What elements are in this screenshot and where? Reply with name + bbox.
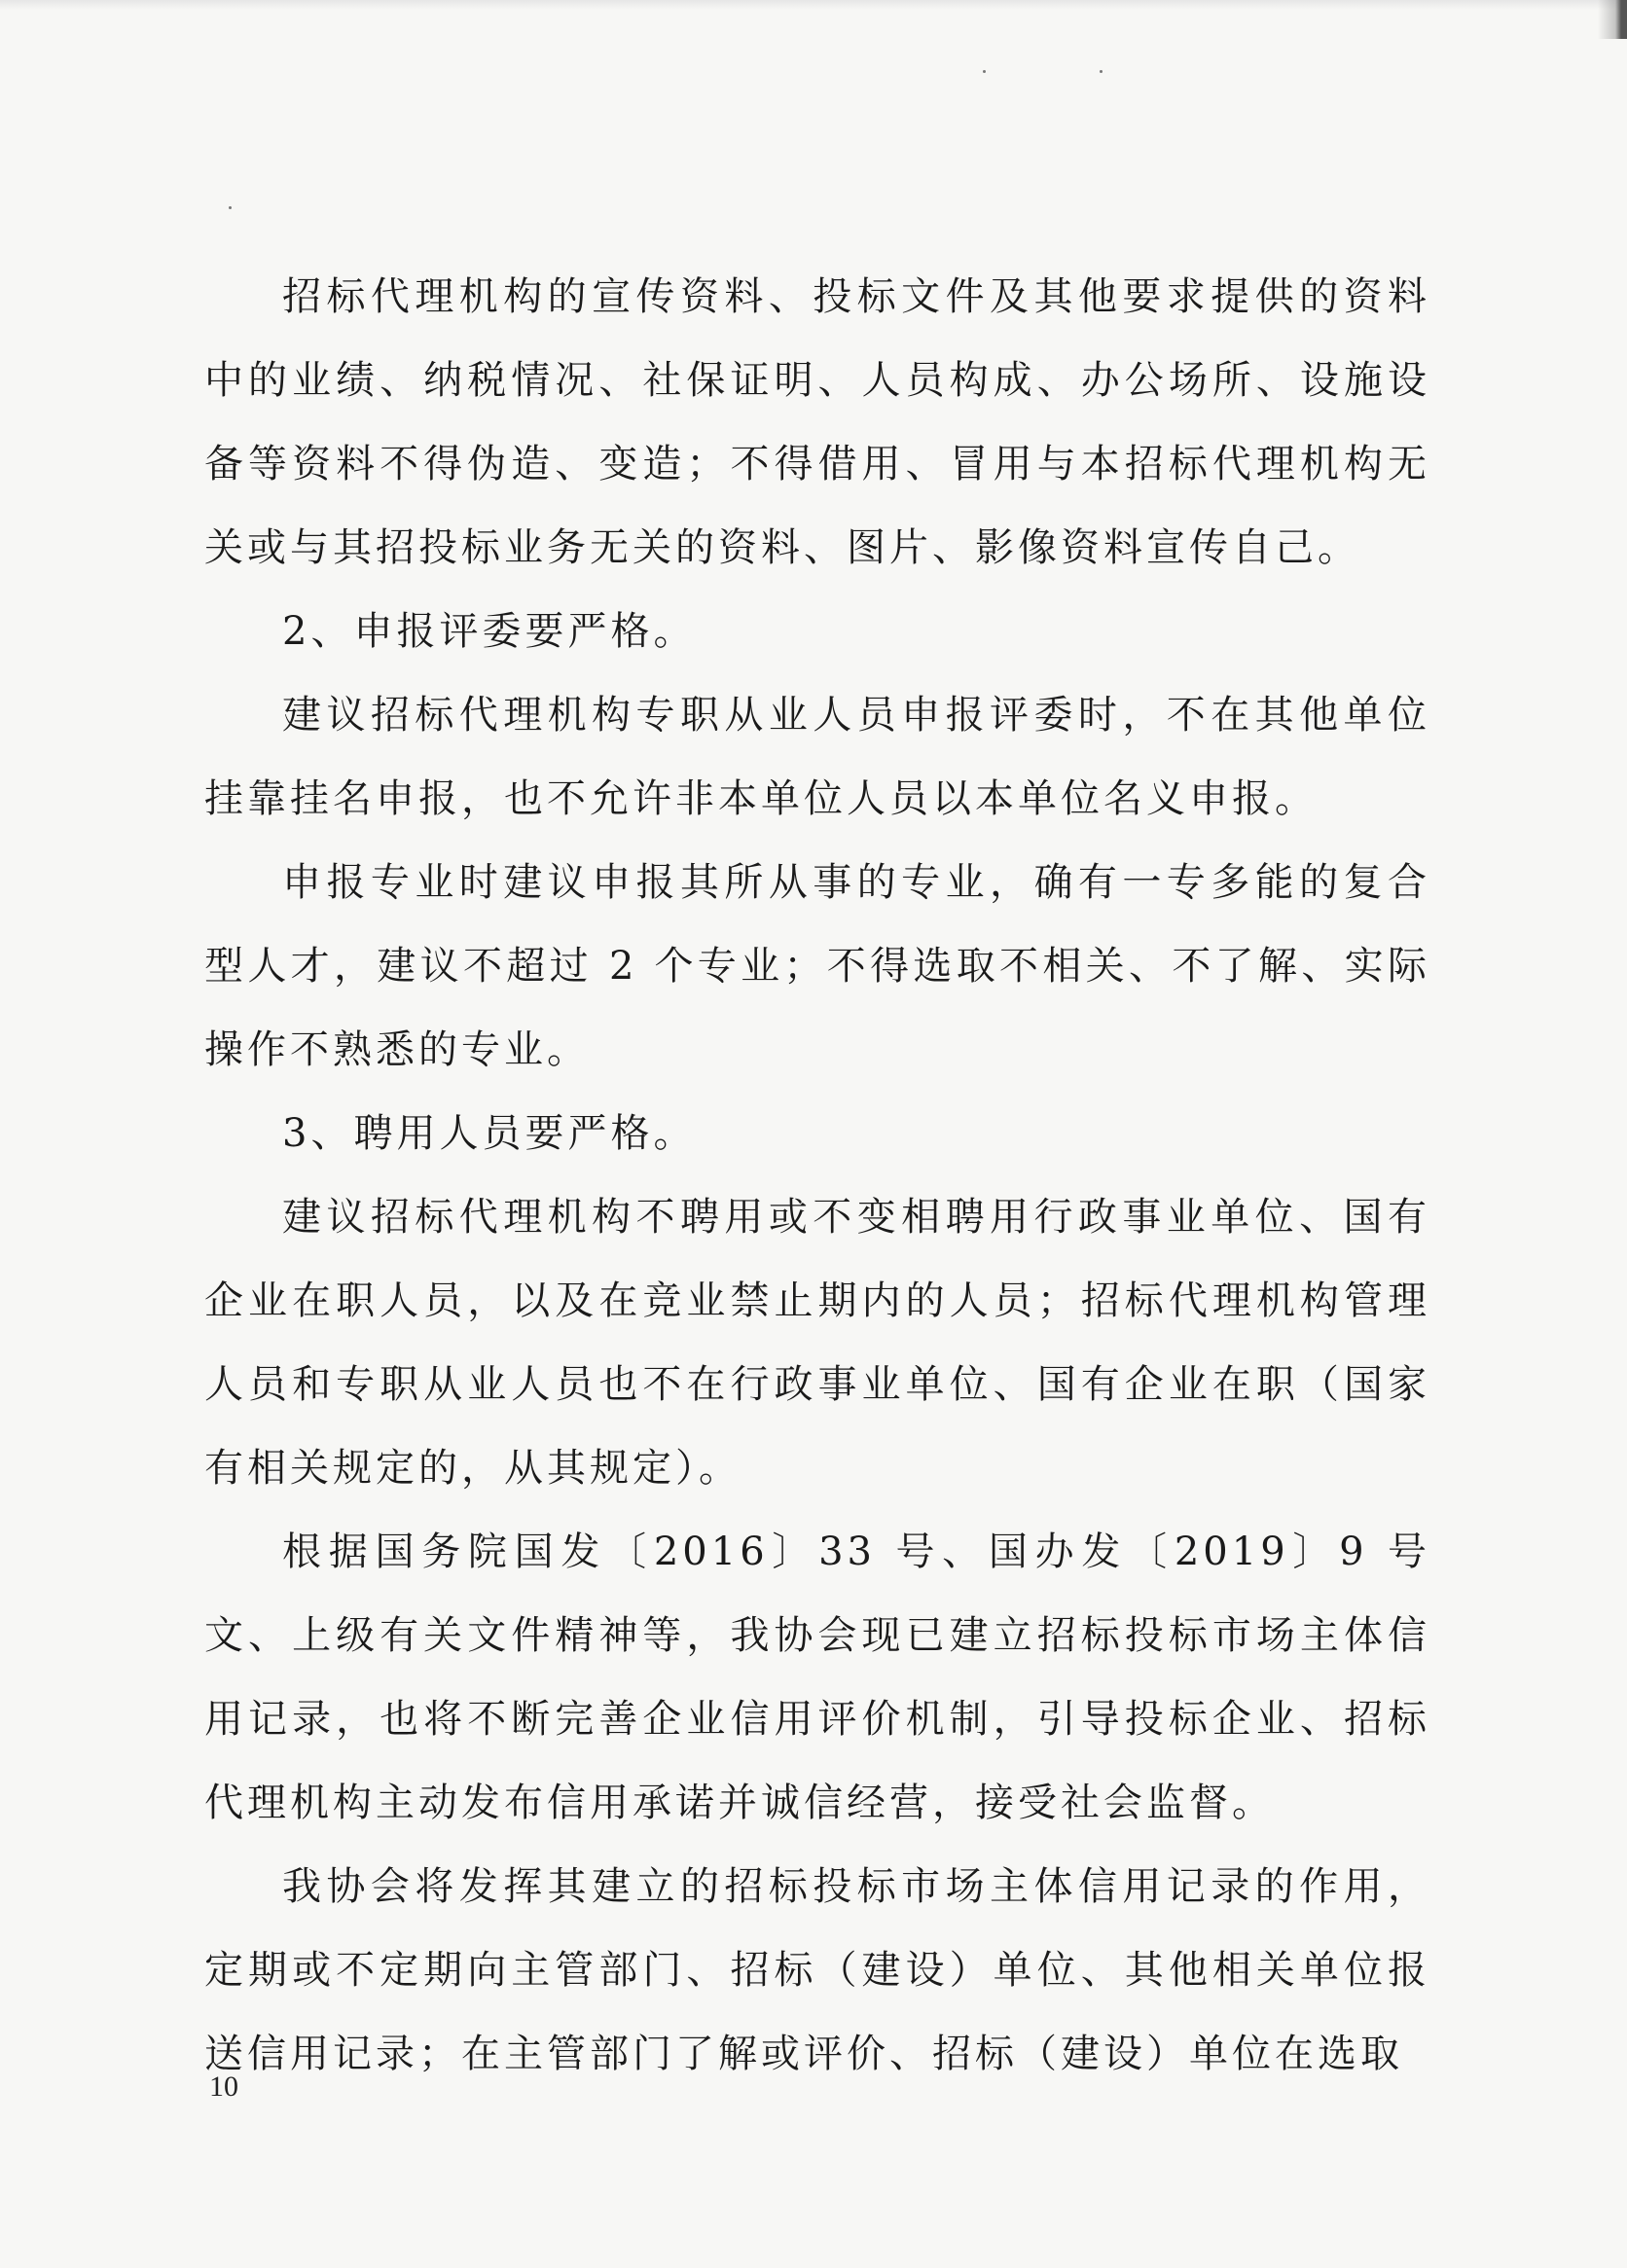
section-heading-2: 2、申报评委要严格。 xyxy=(282,609,697,654)
paragraph-credit-records: 根据国务院国发〔2016〕33 号、国办发〔2019〕9 号文、上级有关文件精神等，我协会现已建立招标投标市场主体信用记录，也将不断完善企业信用评价机制，引导投标企业、招标代理机构主动发布信用承诺并诚信经营，接受社会监督。 xyxy=(204,1530,1430,1825)
paragraph-specialty-application: 申报专业时建议申报其所从事的专业，确有一专多能的复合型人才，建议不超过 2 个专业；不得选取不相关、不了解、实际操作不熟悉的专业。 xyxy=(204,860,1430,1072)
scan-speck xyxy=(229,206,232,209)
paragraph-credentials: 招标代理机构的宣传资料、投标文件及其他要求提供的资料中的业绩、纳税情况、社保证明、人员构成、办公场所、设施设备等资料不得伪造、变造；不得借用、冒用与本招标代理机构无关或与其招投标业务无关的资料、图片、影像资料宣传自己。 xyxy=(204,274,1430,570)
scan-speck xyxy=(983,70,986,73)
paragraph-credit-usage: 我协会将发挥其建立的招标投标市场主体信用记录的作用，定期或不定期向主管部门、招标（建设）单位、其他相关单位报送信用记录；在主管部门了解或评价、招标（建设）单位在选取 xyxy=(204,1864,1430,2076)
scan-edge-mark xyxy=(1598,0,1627,39)
paragraph-evaluator-application: 建议招标代理机构专职从业人员申报评委时，不在其他单位挂靠挂名申报，也不允许非本单位人员以本单位名义申报。 xyxy=(204,693,1430,821)
scan-edge-top xyxy=(0,0,1627,10)
scan-speck xyxy=(1100,70,1103,73)
section-heading-3: 3、聘用人员要严格。 xyxy=(282,1111,697,1156)
page-number: 10 xyxy=(209,2070,238,2103)
paragraph-hiring: 建议招标代理机构不聘用或不变相聘用行政事业单位、国有企业在职人员，以及在竞业禁止期内的人员；招标代理机构管理人员和专职从业人员也不在行政事业单位、国有企业在职（国家有相关规定的，从其规定）。 xyxy=(204,1195,1430,1491)
document-body xyxy=(204,255,1430,2096)
